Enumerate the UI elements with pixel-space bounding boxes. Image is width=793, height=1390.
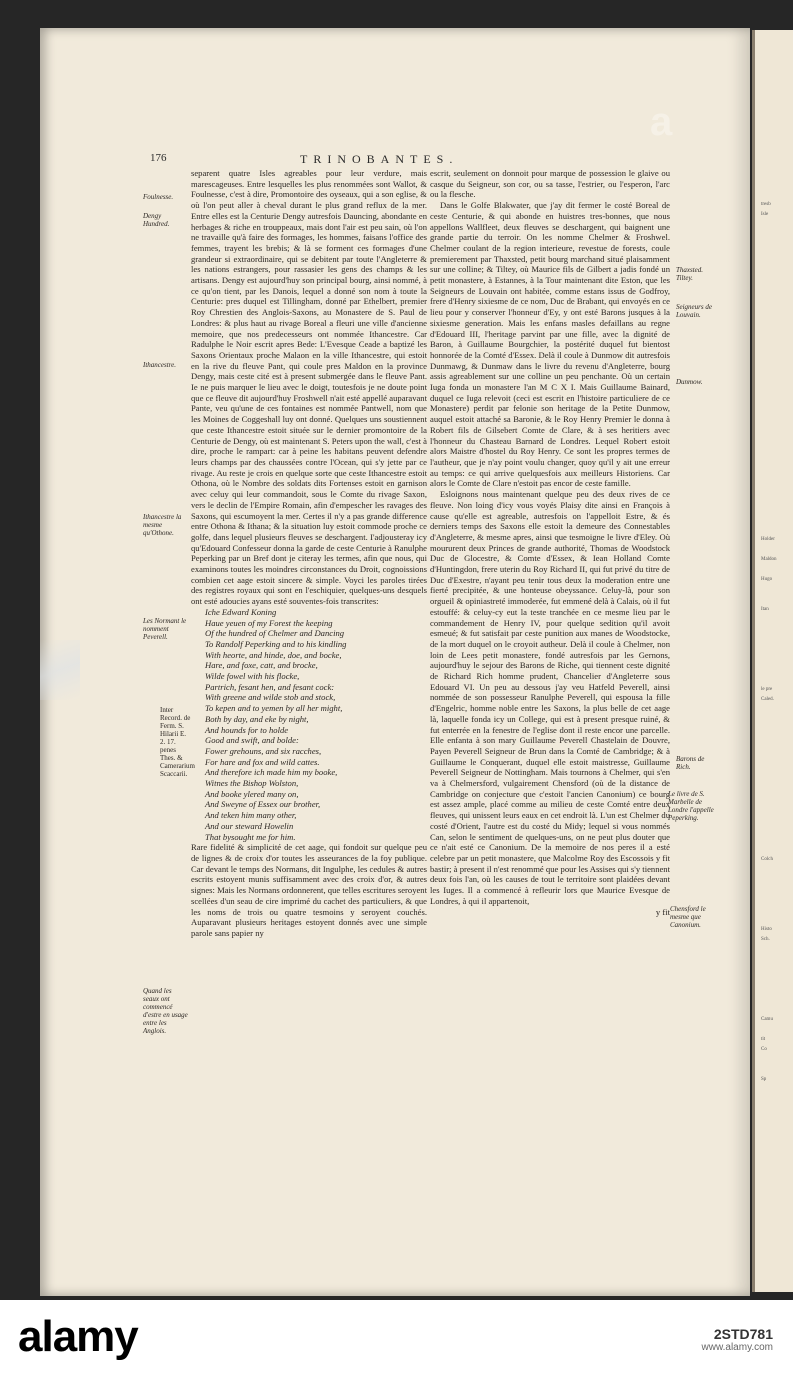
alamy-logo: alamy — [18, 1312, 138, 1361]
page-title: TRINOBANTES. — [300, 152, 459, 166]
margin-note-right: Chensford le mesme que Canonium. — [670, 905, 706, 929]
site-url: www.alamy.com — [701, 1342, 773, 1353]
image-id: 2STD781 — [713, 1326, 773, 1342]
facing-fragment: Colch — [761, 857, 773, 862]
verse-line: And hounds for to holde — [205, 724, 289, 735]
facing-fragment: Co — [761, 1047, 767, 1052]
verse-line: That bysought me for him. — [205, 831, 296, 842]
verse-line: And Sweyne of Essex our brother, — [205, 799, 321, 810]
facing-fragment: Holder — [761, 537, 775, 542]
verse-line: And teken him many other, — [205, 810, 297, 821]
margin-note-right: Seigneurs de Louvain. — [676, 303, 712, 319]
verse-line: Of the hundred of Chelmer and Dancing — [205, 628, 345, 639]
body-paragraph: Dans le Golfe Blakwater, que j'ay dit fermer le costé Boreal de ceste Centurie, & qui abonde en huistres tres-bonnes, que nous appellons Wallfleet, deux fleuves se deschargent, qui baignent une grande partie du terroir. On les nomme Chelmer & Froshwel. Chelmer coulant de la region interieure, revestue de forests, coule premierement par Thaxsted, petit bourg marchand situé plaisamment sur une colline; & Tiltey, où Maurice fils de Gilbert a jadis fondé un petit monastere, à Estannes, à la Tour maintenant dite Eston, que les Seigneurs de Louvain ont habitée, comme estans issus de Godfroy, frere d'Henry sixiesme de ce nom, Duc de Brabant, qui envoyés en ce lieu pour y conserver l'honneur d'Ey, y ont esté Barons jusques à la sixiesme generation. Mais les enfans masles defaillans au regne d'Edouard III, l'heritage parvint par une fille, avec la dignité de Baron, à Guillaume Bourgchier, la postérité duquel fut bientost honnorée de la Comté d'Essex. Delà il coule à Dunmow dit autresfois Dunmawg, & Dunmaw dans le livre du revenu d'Angleterre, bourg assis agreablement sur une colline un peu penchante. Où un certain Iuga fonda un monastere l'an M C X I. Mais Guillaume Bainard, duquel ce Iuga relevoit (ceci est escrit en l'histoire particuliere de ce Monastere) perdit par felonie son heritage de la Petite Dunmow, auquel estoit attaché sa Baronie, & le Roy Henry Premier le donna à Robert fils de Gilsebert Comte de Clare, & à ses heritiers avec l'honneur du Chasteau Barnard de Londres. Lequel Robert estoit alors Maistre d'hostel du Roy Henry. Ce sont les propres termes de l'autheur, que je n'ay point voulu changer, quoy qu'il y ait une erreur au temps: ce qui arrive quelquesfois aux meilleurs Historiens. Car alors le Comte de Clare n'estoit pas encor de ceste famille. — [430, 200, 670, 489]
facing-fragment: le pre — [761, 687, 773, 692]
text-column-right — [430, 168, 670, 917]
margin-note-left: Ithancestre. — [143, 361, 176, 369]
verse-line: Fower grehouns, and six racches, — [205, 745, 322, 756]
verse-line: Partrich, fesant hen, and fesant cock: — [205, 681, 335, 692]
body-paragraph: Rare fidelité & simplicité de cet aage, qui fondoit sur quelque peu de lignes & de croix d'or toutes les asseurances de la foy publique. Car devant le temps des Normans, dit Ingulphe, les cedules & autres escrits estoyent munis suffisamment avec des croix d'or, & autres signes: Mais les Normans ordonnerent, que telles escritures seroyent scellées d'un seau de cire imprimé du cachet des particuliers, & que les noms de trois ou quatre tesmoins y seroyent couchés. Auparavant plusieurs heritages estoyent donnés avec une simple parole sans papier ny — [191, 842, 427, 938]
verse-line: With heorte, and hinde, doe, and bocke, — [205, 649, 342, 660]
margin-note-right: Barons de Rich. — [676, 755, 705, 771]
page-crease — [40, 640, 80, 700]
verse-line: Hare, and foxe, catt, and brocke, — [205, 660, 318, 671]
verse-line: Haue yeuen of my Forest the keeping — [205, 617, 333, 628]
facing-fragment: Sp — [761, 1077, 767, 1082]
margin-note-left: Dengy Hundred. — [143, 212, 170, 228]
facing-fragment: Maldon — [761, 557, 777, 562]
facing-fragment: Camu — [761, 1017, 773, 1022]
text-column-left — [191, 168, 427, 939]
margin-note-right: Dunmow. — [676, 378, 703, 386]
facing-fragment: Caled. — [761, 697, 774, 702]
margin-note-left: Inter Record. de Ferm. S. Hilarii E. 2. 17. penes Thes. & Camerarium Scaccarii. — [160, 706, 195, 778]
facing-fragment: Itan — [761, 607, 769, 612]
watermark-logo: a — [650, 100, 673, 144]
facing-fragment: tresb — [761, 202, 771, 207]
verse-line: Witnes the Bishop Wolston, — [205, 778, 299, 789]
body-paragraph: escrit, seulement on donnoit pour marque de possession le glaive ou casque du Seigneur, son cor, ou sa tasse, l'estrier, ou l'esperon, l'arc ou la flesche. — [430, 168, 670, 200]
verse-line: Both by day, and eke by night, — [205, 713, 309, 724]
verse-line: To Randolf Peperking and to his kindling — [205, 638, 347, 649]
verse-line: To kepen and to yemen by all her might, — [205, 703, 343, 714]
facing-fragment: tit — [761, 1037, 766, 1042]
verse-line: And our steward Howelin — [205, 820, 294, 831]
verse-line: And therefore ich made him my booke, — [205, 767, 338, 778]
facing-page-edge — [752, 30, 793, 1292]
margin-note-right: Thaxsted. Tiltey. — [676, 266, 704, 282]
verse-line: And booke ylered many on, — [205, 788, 299, 799]
margin-note-left: Ithancestre la mesme qu'Othone. — [143, 513, 182, 537]
verse-line: Good and swift, and bolde: — [205, 735, 299, 746]
image-info — [702, 1326, 774, 1353]
margin-note-left: Foulnesse. — [143, 193, 174, 201]
verse-line: With greene and wilde stob and stock, — [205, 692, 336, 703]
margin-note-left: Les Normant le nomment Peverell. — [143, 617, 187, 641]
facing-fragment: Histo — [761, 927, 772, 932]
page-number: 176 — [150, 152, 167, 164]
body-paragraph: Esloignons nous maintenant quelque peu des deux rives de ce fleuve. Non loing d'icy vous voyés Plaisy dite ainsi en François à cause qu'elle est agreable, autresfois on l'appelloit Estre, & és derniers temps des Saxons elle estoit la demeure des Connestables d'Angleterre, & mesme apres, ainsi que tesmoigne le livre d'Eley. Où moururent deux Princes de grande authorité, Thomas de Woodstock Duc de Glocestre, & Comte d'Essex, & Iean Holland Comte d'Huntingdon, frere uterin du Roy Richard II, qui fut privé du titre de Duc d'Exestre, n'ayant peu tenir tous deux la moderation entre une fierté precipitée, & une honteuse obeyssance. Celuy-là, pour son orgueil & opiniastreté immoderée, fut emmené delà à Calais, où il fut estouffé: & celuy-cy eut la teste tranchée en ce mesme lieu par le commandement de Henry IV, pour quelque sedition qu'il avoit esmeué; & fut satisfait par ceste punition aux manes de Woodstocke, de la mort duquel on le croyoit autheur. Delà il coule à Chelmer, non loin de Lees petit monastere, fondé autresfois par les Gernons, aujourd'huy le sejour des Barons de Riche, qui tiennent ceste dignité de Richard Rich homme prudent, Chancelier d'Angleterre sous Edouard VI. Un peu au dessous j'ay veu Hatfeld Peverell, ainsi nommée de son possesseur Ranulphe Peverell, qui espousa la fille d'Engelric, homme noble entre les Saxons, la plus belle de cet aage là, laquelle fonda icy un College, qui est à present presque ruiné, & fut enterrée en la fenestre de l'eglise dont il reste encor une parcelle. Elle enfanta à son mary Guillaume Peverell Chastelain de Douvre, Payen Peverell Seigneur de Brun dans la Comté de Cambridge; & à Guillaume le Conquerant, duquel elle estoit maistresse, Guillaume Peverell Seigneur de Nottingham. Mais tournons à Chelmer, qui s'en va à Chelmersford, vulgairement Chensford (où de la distance de Cambridge on conjecture que c'estoit l'ancien Canonium) ce bourg est assez ample, placé comme au milieu de ceste Comté entre deux fleuves, qui unissent leurs eaux en cet endroit là. L'un est Chelmer du costé d'Orient, l'autre est du costé du Midy; lequel si vous nommés Can, selon le sentiment de quelques-uns, on ne peut plus douter que ce n'ait esté ce Canonium. De la memoire de nos peres il a esté celebre par un petit monastere, que Malcolme Roy des Escossois y fit bastir; à present il n'est renommé que pour les Assises qui s'y tiennent deux fois l'an, où les causes de tout le territoire sont plaidées devant les Iuges. Il a commencé à refleurir lors que Maurice Evesque de Londres, à qui il appartenoit, — [430, 489, 670, 906]
facing-fragment: Hugo — [761, 577, 773, 582]
verse-line: For hare and fox and wild cattes. — [205, 756, 320, 767]
running-head — [150, 152, 580, 168]
verse-line: Wilde fowel with his flocke, — [205, 671, 300, 682]
margin-note-left: Quand les seaux ont commencé d'estre en usage entre les Anglois. — [143, 987, 188, 1035]
catchword: y fit — [655, 906, 670, 917]
verse-line: Iche Edward Koning — [205, 606, 277, 617]
facing-fragment: Sch. — [761, 937, 770, 942]
facing-fragment: Isle — [761, 212, 769, 217]
margin-note-right: Le livre de S. Marbelle de Londre l'appelle Peperking. — [668, 790, 714, 822]
body-paragraph: separent quatre Isles agreables pour leur verdure, mais marescageuses. Entre lesquelles les plus renommées sont Wallot, & Foulnesse, c'est à dire, Promontoire des oyseaux, qui a son eglise, & où l'on peut aller à cheval durant le plus grand reflux de la mer. Entre elles est la Centurie Dengy autresfois Dauncing, abondante en herbages & riche en trouppeaux, mais dont l'air est peu sain, où l'on ne travaille qu'à faire des formages, les hommes, faisans l'office des femmes, trayent les brebis; & là se forment ces formages d'une grandeur si extraordinaire, qui se debitent par toute l'Angleterre & les nations estrangers, pour rassasier les gens des champs & les artisans. Dengy est aujourd'huy son principal bourg, ainsi nommé, à ce qu'on tient, par les Danois, lequel a donné son nom à toute la Centurie: pres duquel est Tillingham, donné par Ethelbert, premier Roy Chrestien des Anglois-Saxons, au Monastere de S. Paul de Londres: & plus haut au rivage Boreal a fleuri une ville d'ancienne memoire, que nos predecesseurs ont nommée Ithancestre. Car Radulphe le Noir escrit apres Bede: L'Evesque Ceade a baptizé les Saxons Orientaux proche Malaon en la ville Ithancestre, qui estoit en la rive du fleuve Pant, qui coule pres Maldon en la province Dengy, mais ceste cité est à present submergée dans le fleuve Pant. Ie ne puis marquer le lieu avec le doigt, toutesfois je ne doute point que ce fleuve dit aujourd'huy Froshwell n'ait esté appellé auparavant Pante, veu qu'une de ces fontaines est nommée Pantwell, nom que les Moines de Coggeshall luy ont donné. Quelques uns soustiennent que ceste Ithancestre estoit située sur le dernier promontoire de la Centurie de Dengy, où est maintenant S. Peters upon the wall, c'est à dire, proche le rampart: car à peine les habitans peuvent defendre leurs champs par des chaussées contre l'Ocean, qui s'y jette par ce rivage. Au reste je crois en quelque sorte que ceste Ithancestre estoit Othona, où le Nombre des soldats dits Fortenses estoit en garnison avec celuy qui leur commandoit, sous le Comte du rivage Saxon, vers le declin de l'Empire Romain, afin d'empescher les ravages des Saxons, qui escumoyent la mer. Certes il n'y a pas grande difference entre Othona & Ithana; & la situation luy estoit commode proche ce golfe, dans lequel plusieurs fleuves se deschargent. I'adjousteray icy qu'Edouard Confesseur donna la garde de ceste Centurie à Ranulphe Peperking par un Bref dont je citeray les termes, afin que nous, qui examinons toutes les moindres circonstances du Droit, cognoissions combien cet aage estoit sincere & simple. Voyci les paroles tirées des registres royaux qui sont en l'eschiquier, quelques-uns desquels ont esté adoucies ayans esté souventes-fois transcrites: — [191, 168, 427, 607]
verse-quotation — [205, 607, 427, 842]
